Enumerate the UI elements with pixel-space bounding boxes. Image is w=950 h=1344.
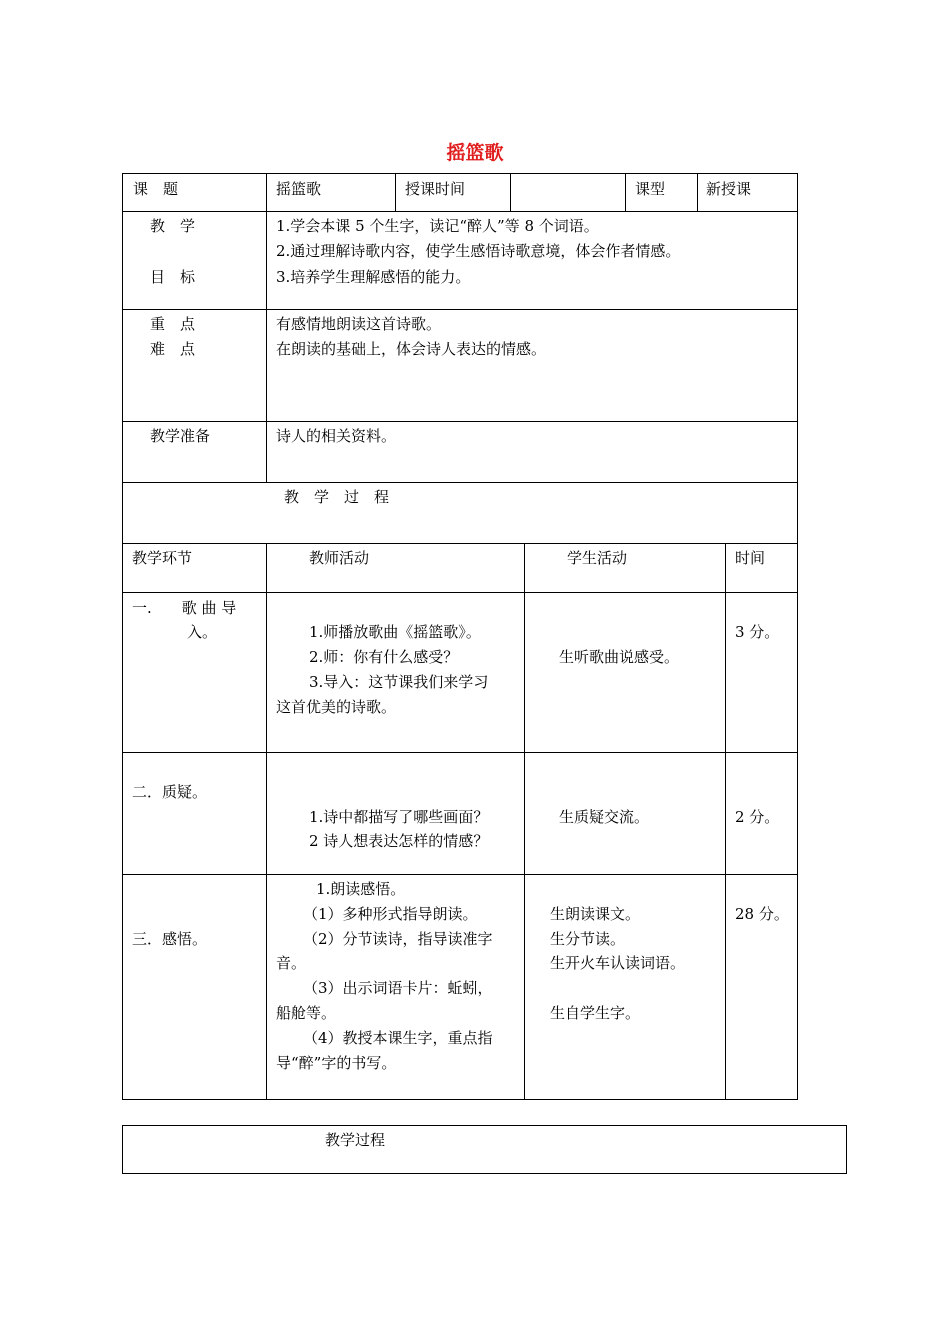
row-divider: [122, 752, 798, 753]
keypoints-label-top: 重 点: [150, 315, 196, 333]
teacher-activity: 2 诗人想表达怎样的情感？: [309, 832, 489, 850]
process-title: 教 学 过 程: [284, 488, 390, 506]
stage-time: 2 分。: [735, 808, 780, 826]
header-time: 时间: [735, 549, 766, 567]
col-divider: [266, 173, 267, 211]
teacher-activity: 2.师：你有什么感受？: [309, 648, 459, 666]
row-divider: [122, 309, 798, 310]
col-divider: [524, 543, 525, 1100]
type-value: 新授课: [706, 180, 752, 198]
objective-item: 3.培养学生理解感悟的能力。: [276, 268, 471, 286]
row-divider: [122, 874, 798, 875]
keypoint-item: 在朗读的基础上，体会诗人表达的情感。: [276, 340, 547, 358]
teacher-activity: 3.导入：这节课我们来学习: [309, 673, 489, 691]
stage-time: 3 分。: [735, 623, 780, 641]
col-divider: [395, 173, 396, 211]
teacher-activity: 导“醉”字的书写。: [276, 1054, 397, 1072]
stage-label: 二．质疑。: [132, 783, 208, 801]
row-divider: [122, 211, 798, 212]
process-table-continued: [122, 1125, 847, 1174]
teacher-activity: 音。: [276, 954, 307, 972]
col-divider: [697, 173, 698, 211]
preparation-label: 教学准备: [150, 427, 211, 445]
stage-label: 入。: [187, 623, 218, 641]
preparation-value: 诗人的相关资料。: [276, 427, 397, 445]
stage-time: 28 分。: [735, 905, 789, 923]
student-activity: 生分节读。: [550, 930, 626, 948]
col-divider: [625, 173, 626, 211]
row-divider: [122, 482, 798, 483]
teacher-activity: （4）教授本课生字，重点指: [303, 1029, 493, 1047]
row-divider: [122, 421, 798, 422]
stage-label: 三．感悟。: [132, 930, 208, 948]
objective-item: 1.学会本课 5 个生字，读记“醉人”等 8 个词语。: [276, 217, 599, 235]
objectives-label-bottom: 目 标: [150, 268, 196, 286]
topic-label: 课 题: [133, 180, 179, 198]
col-divider: [725, 543, 726, 1100]
time-label: 授课时间: [405, 180, 466, 198]
student-activity: 生自学生字。: [550, 1004, 641, 1022]
type-label: 课型: [635, 180, 666, 198]
col-divider: [266, 543, 267, 1100]
teacher-activity: （3）出示词语卡片：蚯蚓，: [303, 979, 493, 997]
topic-value: 摇篮歌: [276, 180, 322, 198]
row-divider: [122, 543, 798, 544]
objectives-label-top: 教 学: [150, 217, 196, 235]
teacher-activity: 1.师播放歌曲《摇篮歌》。: [309, 623, 481, 641]
student-activity: 生朗读课文。: [550, 905, 641, 923]
teacher-activity: 1.诗中都描写了哪些画面？: [309, 808, 489, 826]
teacher-activity: 这首优美的诗歌。: [276, 698, 397, 716]
stage-label: 一. 歌 曲 导: [132, 599, 237, 617]
student-activity: 生质疑交流。: [559, 808, 650, 826]
keypoint-item: 有感情地朗读这首诗歌。: [276, 315, 442, 333]
second-table-title: 教学过程: [325, 1131, 386, 1149]
teacher-activity: （1）多种形式指导朗读。: [303, 905, 478, 923]
col-divider: [510, 173, 511, 211]
header-student: 学生活动: [567, 549, 628, 567]
student-activity: 生听歌曲说感受。: [559, 648, 680, 666]
header-teacher: 教师活动: [309, 549, 370, 567]
teacher-activity: （2）分节读诗，指导读准字: [303, 930, 493, 948]
keypoints-label-bottom: 难 点: [150, 340, 196, 358]
student-activity: 生开火车认读词语。: [550, 954, 686, 972]
objective-item: 2.通过理解诗歌内容，使学生感悟诗歌意境，体会作者情感。: [276, 242, 681, 260]
row-divider: [122, 592, 798, 593]
page-title: 摇篮歌: [446, 142, 504, 164]
col-divider: [266, 211, 267, 482]
header-stage: 教学环节: [132, 549, 193, 567]
teacher-activity: 船舱等。: [276, 1004, 337, 1022]
teacher-activity: 1.朗读感悟。: [316, 880, 406, 898]
